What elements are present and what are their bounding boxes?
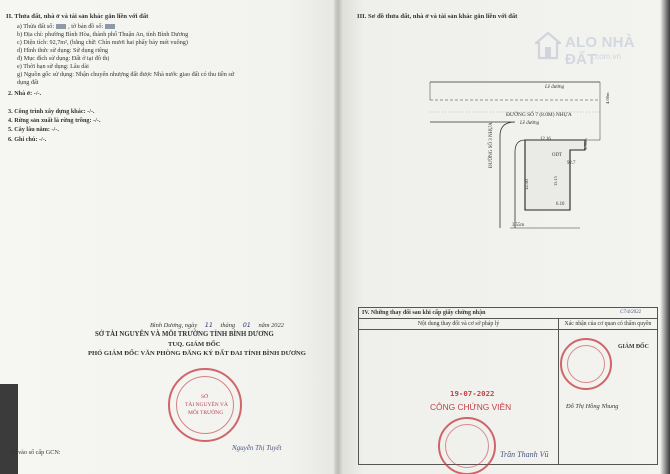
watermark-domain: .com.vn [593, 52, 622, 61]
dim-4m: 4.00m [605, 92, 610, 104]
gcn-register-label: Số vào sổ cấp GCN: [10, 449, 61, 456]
left-section-title: II. Thửa đất, nhà ở và tài sản khác gắn liền với đất [6, 13, 149, 20]
notary-signature: Trần Thanh Vũ [500, 450, 549, 459]
dim-back: 6.10 [556, 202, 565, 207]
dim-3-50: 3.50m [583, 138, 588, 150]
dim-front: 12.16 [540, 137, 551, 142]
forest-line: 4. Rừng sản xuất là rừng trồng: -/-. [8, 117, 101, 124]
area-line: c) Diện tích: 92,7m², (bằng chữ: Chín mươi hai phẩy bảy mét vuông) [17, 39, 188, 46]
notary-stamp-title: CÔNG CHỨNG VIÊN [430, 402, 512, 412]
column-header-confirm: Xác nhận của cơ quan có thẩm quyền [559, 319, 658, 330]
parcel-number-label: a) Thửa đất số: [17, 23, 55, 30]
issue-date: Bình Dương, ngày 11 tháng 01 năm 2022 [150, 321, 284, 329]
usage-form-line: d) Hình thức sử dụng: Sử dụng riêng [17, 47, 109, 54]
usage-purpose-line: đ) Mục đích sử dụng: Đất ở tại đô thị [17, 55, 110, 62]
redacted-box [56, 24, 66, 29]
dim-inner: 15.15 [553, 176, 558, 186]
serial-handwriting: C7/4/2022 [620, 310, 642, 315]
dim-side: 12.50 [525, 179, 530, 190]
parcel-diagram [420, 70, 620, 240]
signer-name-left: Nguyễn Thị Tuyết [232, 444, 282, 452]
road-7-label: ĐƯỜNG SỐ 7 (8.0M) NHỰA [506, 112, 572, 118]
date-month: 01 [242, 321, 251, 329]
date-stamp: 19-07-2022 [450, 389, 495, 398]
authority-title: SỞ TÀI NGUYÊN VÀ MÔI TRƯỜNG TỈNH BÌNH DƯƠNG [95, 331, 274, 338]
lot-outline [525, 140, 585, 210]
redacted-box [105, 24, 115, 29]
curb-label-top: Lề đường [545, 85, 565, 90]
signer-name-right: Đỗ Thị Hồng Nhung [566, 403, 619, 410]
watermark-brand: ALO NHÀ ĐẤT [565, 34, 635, 68]
official-seal-right [560, 338, 612, 390]
tuq-title: TUQ. GIÁM ĐỐC [168, 341, 221, 348]
usage-term-line: e) Thời hạn sử dụng: Lâu dài [17, 63, 89, 70]
watermark [535, 28, 665, 66]
lot-type-label: ODT [552, 153, 562, 158]
changes-table [358, 307, 658, 465]
house-line: 2. Nhà ở: -/-. [8, 90, 42, 97]
road-curve-left [430, 122, 515, 228]
date-day: 11 [204, 321, 213, 329]
section-iv-title: IV. Những thay đổi sau khi cấp giấy chứng nhận [359, 308, 658, 319]
address-line: b) Địa chỉ: phường Bình Hòa, thành phố Thuận An, tỉnh Bình Dương [17, 31, 189, 38]
director-label: GIÁM ĐỐC [618, 344, 649, 350]
perennial-line: 5. Cây lâu năm: -/-. [8, 126, 59, 133]
origin-line-1: g) Nguồn gốc sử dụng: Nhận chuyển nhượng đất được Nhà nước giao đất có thu tiền sử [17, 71, 235, 78]
house-logo-icon [535, 32, 561, 60]
curb-label-mid: Lề đường [520, 121, 540, 126]
left-shadow-edge [0, 384, 18, 474]
deputy-title: PHÓ GIÁM ĐỐC VĂN PHÒNG ĐĂNG KÝ ĐẤT ĐAI TỈNH BÌNH DƯƠNG [88, 350, 306, 357]
lot-area-label: 92.7 [567, 161, 576, 166]
road-side-label: ĐƯỜNG SỐ 3 NHỰA [489, 122, 494, 168]
map-sheet-label: , tờ bản đồ số: [68, 23, 104, 30]
parcel-line [17, 23, 117, 30]
construction-line: 3. Công trình xây dựng khác: -/-. [8, 108, 95, 115]
dim-bottom: 3.55m [512, 223, 525, 228]
book-spine [334, 0, 342, 474]
origin-line-2: dụng đất [17, 79, 39, 86]
column-header-content: Nội dung thay đổi và cơ sở pháp lý [359, 319, 559, 330]
note-line: 6. Ghi chú: -/-. [8, 136, 47, 143]
notary-seal [438, 417, 496, 474]
right-section-title: III. Sơ đồ thửa đất, nhà ở và tài sản khác gắn liền với đất [357, 13, 518, 20]
right-shadow-edge [660, 0, 670, 474]
official-seal-left: SỞ TÀI NGUYÊN VÀ MÔI TRƯỜNG [168, 368, 242, 442]
